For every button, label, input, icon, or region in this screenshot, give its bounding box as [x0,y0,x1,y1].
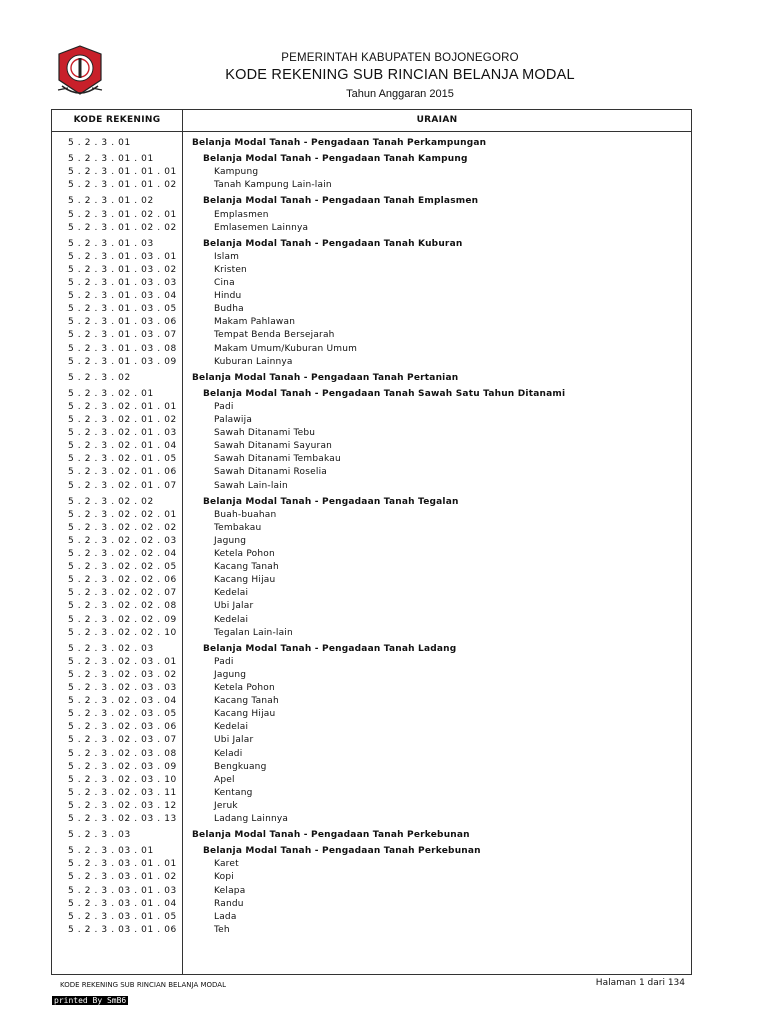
account-description: Cina [214,278,235,288]
account-description: Kristen [214,264,247,275]
table-row [52,600,693,613]
account-description: Jeruk [214,800,238,811]
table-row [52,643,693,656]
table-row [52,166,693,179]
account-description: Islam [214,251,240,262]
account-code: 5 . 2 . 3 . 02 . 01 . 02 [68,415,177,425]
account-description: Apel [214,774,235,785]
account-code: 5 . 2 . 3 . 02 . 02 . 08 [68,601,177,612]
account-code: 5 . 2 . 3 . 01 . 01 . 01 [68,167,177,178]
table-row [52,614,693,627]
account-description: Tembakau [214,522,262,533]
table-row [52,535,693,548]
account-description: Bengkuang [214,761,267,772]
table-row [52,137,693,150]
table-row [52,787,693,800]
table-row [52,627,693,640]
account-description: Kedelai [214,614,249,625]
account-code: 5 . 2 . 3 . 02 . 02 . 06 [68,575,177,586]
table-row [52,682,693,695]
account-code-table [51,109,692,975]
table-row [52,587,693,600]
table-row [52,574,693,587]
table-row [52,695,693,708]
table-row [52,414,693,427]
account-code: 5 . 2 . 3 . 03 . 01 . 03 [68,885,177,896]
account-code: 5 . 2 . 3 . 01 . 03 . 08 [68,343,177,354]
table-row [52,871,693,884]
account-description: Tempat Benda Bersejarah [214,330,335,341]
table-row [52,858,693,871]
account-code: 5 . 2 . 3 . 02 [68,372,131,383]
table-row [52,209,693,222]
account-code: 5 . 2 . 3 . 02 . 03 . 07 [68,735,177,746]
account-code: 5 . 2 . 3 . 02 . 02 . 05 [68,562,177,573]
account-code: 5 . 2 . 3 . 02 . 01 [68,388,154,399]
account-description: Kacang Hijau [214,709,276,720]
table-row [52,153,693,166]
account-code: 5 . 2 . 3 . 01 . 03 [68,238,154,249]
account-description: Jagung [214,669,247,680]
account-description: Sawah Ditanami Roselia [214,467,327,478]
account-code: 5 . 2 . 3 . 02 . 02 . 04 [68,549,177,559]
account-code: 5 . 2 . 3 . 02 . 02 . 07 [68,588,177,599]
account-description: Budha [214,304,244,315]
account-description: Ketela Pohon [214,683,275,693]
account-code: 5 . 2 . 3 . 02 . 01 . 01 [68,401,177,412]
account-description: Belanja Modal Tanah - Pengadaan Tanah Kuburan [203,238,463,249]
account-code: 5 . 2 . 3 . 01 . 02 [68,196,154,207]
table-row [52,427,693,440]
account-description: Kampung [214,167,259,178]
account-description: Kacang Tanah [214,562,279,573]
table-row [52,303,693,316]
header-divider [52,131,691,132]
account-code: 5 . 2 . 3 . 02 . 01 . 04 [68,441,177,452]
account-code: 5 . 2 . 3 . 01 . 03 . 03 [68,278,177,288]
table-row [52,561,693,574]
account-code: 5 . 2 . 3 . 02 . 01 . 03 [68,428,177,439]
account-code: 5 . 2 . 3 . 03 . 01 [68,846,154,857]
table-row [52,898,693,911]
account-description: Kacang Tanah [214,696,279,707]
table-row [52,290,693,303]
account-code: 5 . 2 . 3 . 03 [68,830,131,841]
table-row [52,195,693,208]
account-code: 5 . 2 . 3 . 02 . 02 . 10 [68,627,177,638]
account-description: Makam Pahlawan [214,317,296,328]
account-description: Belanja Modal Tanah - Pengadaan Tanah Emplasmen [203,196,479,207]
account-description: Randu [214,898,244,909]
table-row [52,548,693,561]
account-description: Kuburan Lainnya [214,356,293,367]
printed-by-label: printed By SmB6 [54,996,127,1005]
account-description: Ketela Pohon [214,549,275,559]
account-description: Kelapa [214,885,246,896]
account-code: 5 . 2 . 3 . 01 . 01 [68,154,154,165]
account-description: Belanja Modal Tanah - Pengadaan Tanah Perkampungan [192,138,487,148]
table-row [52,669,693,682]
account-description: Belanja Modal Tanah - Pengadaan Tanah Perkebunan [203,846,481,857]
table-row [52,845,693,858]
account-code: 5 . 2 . 3 . 02 . 03 . 01 [68,656,177,667]
column-header-kode: KODE REKENING [73,115,161,125]
account-description: Belanja Modal Tanah - Pengadaan Tanah Kampung [203,154,468,165]
account-code: 5 . 2 . 3 . 02 . 01 . 05 [68,454,177,465]
account-code: 5 . 2 . 3 . 01 . 03 . 06 [68,317,177,328]
account-description: Padi [214,401,234,412]
account-description: Kentang [214,787,253,798]
account-code: 5 . 2 . 3 . 02 . 02 . 02 [68,522,177,533]
table-row [52,708,693,721]
table-row [52,388,693,401]
table-row [52,656,693,669]
account-code: 5 . 2 . 3 . 02 . 02 . 09 [68,614,177,625]
account-description: Ubi Jalar [214,601,254,612]
table-row [52,480,693,493]
table-row [52,829,693,842]
account-description: Palawija [214,415,253,425]
column-header-uraian: URAIAN [416,115,458,125]
table-row [52,466,693,479]
account-code: 5 . 2 . 3 . 03 . 01 . 05 [68,911,177,922]
account-description: Emplasmen [214,209,269,220]
account-code: 5 . 2 . 3 . 03 . 01 . 04 [68,898,177,909]
account-description: Emlasemen Lainnya [214,222,309,233]
account-code: 5 . 2 . 3 . 01 . 02 . 02 [68,222,177,233]
account-description: Kedelai [214,722,249,733]
account-code: 5 . 2 . 3 . 02 . 03 . 11 [68,787,177,798]
account-code: 5 . 2 . 3 . 02 . 03 . 12 [68,800,177,811]
account-description: Belanja Modal Tanah - Pengadaan Tanah Ladang [203,643,457,654]
table-row [52,734,693,747]
account-code: 5 . 2 . 3 . 03 . 01 . 06 [68,924,177,935]
table-row [52,264,693,277]
account-description: Padi [214,656,234,667]
account-code: 5 . 2 . 3 . 02 . 02 . 01 [68,509,177,520]
table-row [52,774,693,787]
table-row [52,356,693,369]
account-code: 5 . 2 . 3 . 02 . 03 . 05 [68,709,177,720]
account-code: 5 . 2 . 3 . 01 . 03 . 05 [68,304,177,315]
account-code: 5 . 2 . 3 . 03 . 01 . 02 [68,872,177,883]
page-number: Halaman 1 dari 134 [595,978,685,988]
account-code: 5 . 2 . 3 . 02 . 03 . 06 [68,722,177,733]
account-description: Sawah Ditanami Tebu [214,428,316,439]
table-row [52,401,693,414]
account-code: 5 . 2 . 3 . 01 . 03 . 02 [68,264,177,275]
account-code: 5 . 2 . 3 . 02 . 03 . 09 [68,761,177,772]
account-description: Kacang Hijau [214,575,276,586]
account-description: Belanja Modal Tanah - Pengadaan Tanah Tegalan [203,496,459,507]
account-code: 5 . 2 . 3 . 02 . 02 . 03 [68,535,177,546]
table-row [52,911,693,924]
account-code: 5 . 2 . 3 . 02 . 03 . 08 [68,748,177,759]
account-code: 5 . 2 . 3 . 02 . 01 . 06 [68,467,177,478]
account-description: Tegalan Lain-lain [214,627,293,638]
account-code: 5 . 2 . 3 . 01 [68,138,131,148]
account-description: Kedelai [214,588,249,599]
account-code: 5 . 2 . 3 . 02 . 03 [68,643,154,654]
account-description: Keladi [214,748,243,759]
account-description: Lada [214,911,237,922]
account-code: 5 . 2 . 3 . 01 . 02 . 01 [68,209,177,220]
table-row [52,179,693,192]
account-code: 5 . 2 . 3 . 01 . 01 . 02 [68,180,177,191]
table-row [52,813,693,826]
account-code: 5 . 2 . 3 . 03 . 01 . 01 [68,859,177,870]
account-description: Belanja Modal Tanah - Pengadaan Tanah Perkebunan [192,830,470,841]
account-code: 5 . 2 . 3 . 01 . 03 . 01 [68,251,177,262]
fiscal-year: Tahun Anggaran 2015 [346,88,454,100]
account-code: 5 . 2 . 3 . 01 . 03 . 04 [68,291,177,302]
account-code: 5 . 2 . 3 . 01 . 03 . 09 [68,356,177,367]
table-row [52,885,693,898]
account-code: 5 . 2 . 3 . 02 . 03 . 13 [68,814,177,824]
account-description: Teh [214,924,230,935]
account-code: 5 . 2 . 3 . 02 . 03 . 03 [68,683,177,693]
table-row [52,343,693,356]
table-row [52,509,693,522]
table-row [52,372,693,385]
account-code: 5 . 2 . 3 . 02 . 01 . 07 [68,480,177,491]
table-row [52,329,693,342]
table-row [52,761,693,774]
table-row [52,251,693,264]
table-row [52,800,693,813]
table-row [52,924,693,937]
footer-document-name: KODE REKENING SUB RINCIAN BELANJA MODAL [60,981,226,989]
table-row [52,238,693,251]
account-description: Buah-buahan [214,509,277,520]
account-description: Makam Umum/Kuburan Umum [214,343,358,354]
account-description: Jagung [214,535,247,546]
table-row [52,522,693,535]
account-description: Tanah Kampung Lain-lain [214,180,332,191]
table-row [52,748,693,761]
account-description: Sawah Lain-lain [214,480,288,491]
table-row [52,222,693,235]
account-description: Ubi Jalar [214,735,254,746]
table-row [52,496,693,509]
account-code: 5 . 2 . 3 . 02 . 02 [68,496,154,507]
table-row [52,440,693,453]
document-title: KODE REKENING SUB RINCIAN BELANJA MODAL [225,67,575,83]
account-code: 5 . 2 . 3 . 02 . 03 . 04 [68,696,177,707]
account-code: 5 . 2 . 3 . 01 . 03 . 07 [68,330,177,341]
account-description: Hindu [214,291,242,302]
table-row [52,316,693,329]
header-government-name: PEMERINTAH KABUPATEN BOJONEGORO [281,52,519,64]
account-description: Belanja Modal Tanah - Pengadaan Tanah Sawah Satu Tahun Ditanami [203,388,566,399]
account-description: Karet [214,859,239,870]
account-code: 5 . 2 . 3 . 02 . 03 . 10 [68,774,177,785]
table-row [52,453,693,466]
account-description: Sawah Ditanami Tembakau [214,454,341,465]
account-description: Ladang Lainnya [214,814,289,824]
table-row [52,277,693,290]
account-description: Belanja Modal Tanah - Pengadaan Tanah Pertanian [192,372,459,383]
account-description: Sawah Ditanami Sayuran [214,441,333,452]
account-code: 5 . 2 . 3 . 02 . 03 . 02 [68,669,177,680]
account-description: Kopi [214,872,234,883]
table-row [52,721,693,734]
